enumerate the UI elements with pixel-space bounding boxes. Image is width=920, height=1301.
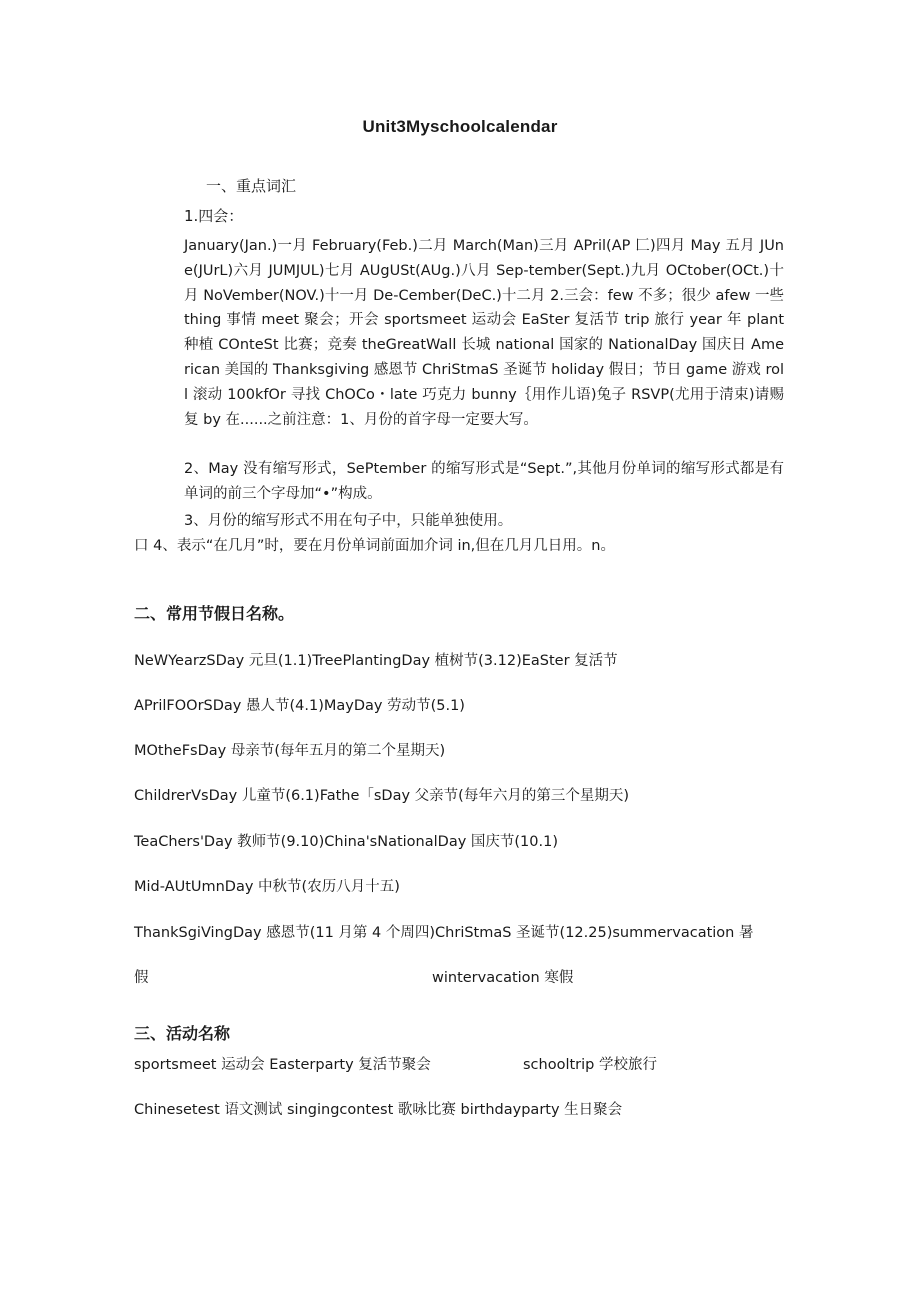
- activity-line: sportsmeet 运动会 Easterparty 复活节聚会: [134, 1057, 431, 1073]
- holiday-line: 假: [134, 970, 149, 986]
- vocabulary-paragraph: January(Jan.)一月 February(Feb.)二月 March(Man)三月 APril(AP 匚)四月 May 五月 JUne(JUrL)六月 JUMJUL)七月 AUgUSt(AUg.)八月 Sep-tember(Sept.)九月 OCtober(OCt.)十月 NoVember(NOV.)十一月 De-Cember(DeC.)十二月 2.三会：few 不多；很少 afew 一些 thing 事情 meet 聚会；开会 sportsmeet 运动会 EaSter 复活节 trip 旅行 year 年 plant 种植 COnteSt 比赛；竞奏 theGreatWall 长城 national 国家的 NationalDay 国庆日 American 美国的 Thanksgiving 感恩节 ChriStmaS 圣诞节 holiday 假日；节日 game 游戏 roll 滚动 100kfOr 寻找 ChOCo・late 巧克力 bunny｛用作儿语)兔子 RSVP(尤用于清束)请赐复 by 在......之前注意：1、月份的首字母一定要大写。: [184, 238, 785, 428]
- holiday-line: Mid-AUtUmnDay 中秋节(农历八月十五): [134, 879, 400, 895]
- note-2: 2、May 没有缩写形式，SePtember 的缩写形式是“Sept.”,其他月份单词的缩写形式都是有单词的前三个字母加“•”构成。: [184, 461, 784, 502]
- page-title: Unit3Myschoolcalendar: [362, 117, 558, 136]
- activity-line: Chinesetest 语文测试 singingcontest 歌咏比赛 birthdayparty 生日聚会: [134, 1102, 623, 1118]
- holiday-line: TeaChers'Day 教师节(9.10)China'sNationalDay 国庆节(10.1): [134, 834, 558, 850]
- holiday-line: ThankSgiVingDay 感恩节(11 月第 4 个周四)ChriStmaS 圣诞节(12.25)summervacation 暑: [134, 925, 754, 941]
- holiday-line: MOtheFsDay 母亲节(每年五月的第二个星期天): [134, 743, 446, 759]
- section-heading-holidays: 二、常用节假日名称。: [134, 604, 295, 623]
- activity-line: schooltrip 学校旅行: [523, 1057, 657, 1073]
- section-heading-vocabulary: 一、重点词汇: [206, 177, 297, 195]
- holiday-line: wintervacation 寒假: [432, 970, 574, 986]
- section-heading-activities: 三、活动名称: [134, 1024, 231, 1043]
- holiday-line: NeWYearzSDay 元旦(1.1)TreePlantingDay 植树节(3.12)EaSter 复活节: [134, 653, 618, 669]
- note-3: 3、月份的缩写形式不用在句子中，只能单独使用。: [184, 513, 513, 529]
- holiday-line: APrilFOOrSDay 愚人节(4.1)MayDay 劳动节(5.1): [134, 698, 465, 714]
- holiday-line: ChildrerVsDay 儿童节(6.1)Fathe「sDay 父亲节(每年六月的第三个星期天): [134, 788, 629, 804]
- subheading-four-skills: 1.四会：: [184, 207, 244, 225]
- note-4: 口 4、表示“在几月”时，要在月份单词前面加介词 in,但在几月几日用。n。: [134, 538, 615, 554]
